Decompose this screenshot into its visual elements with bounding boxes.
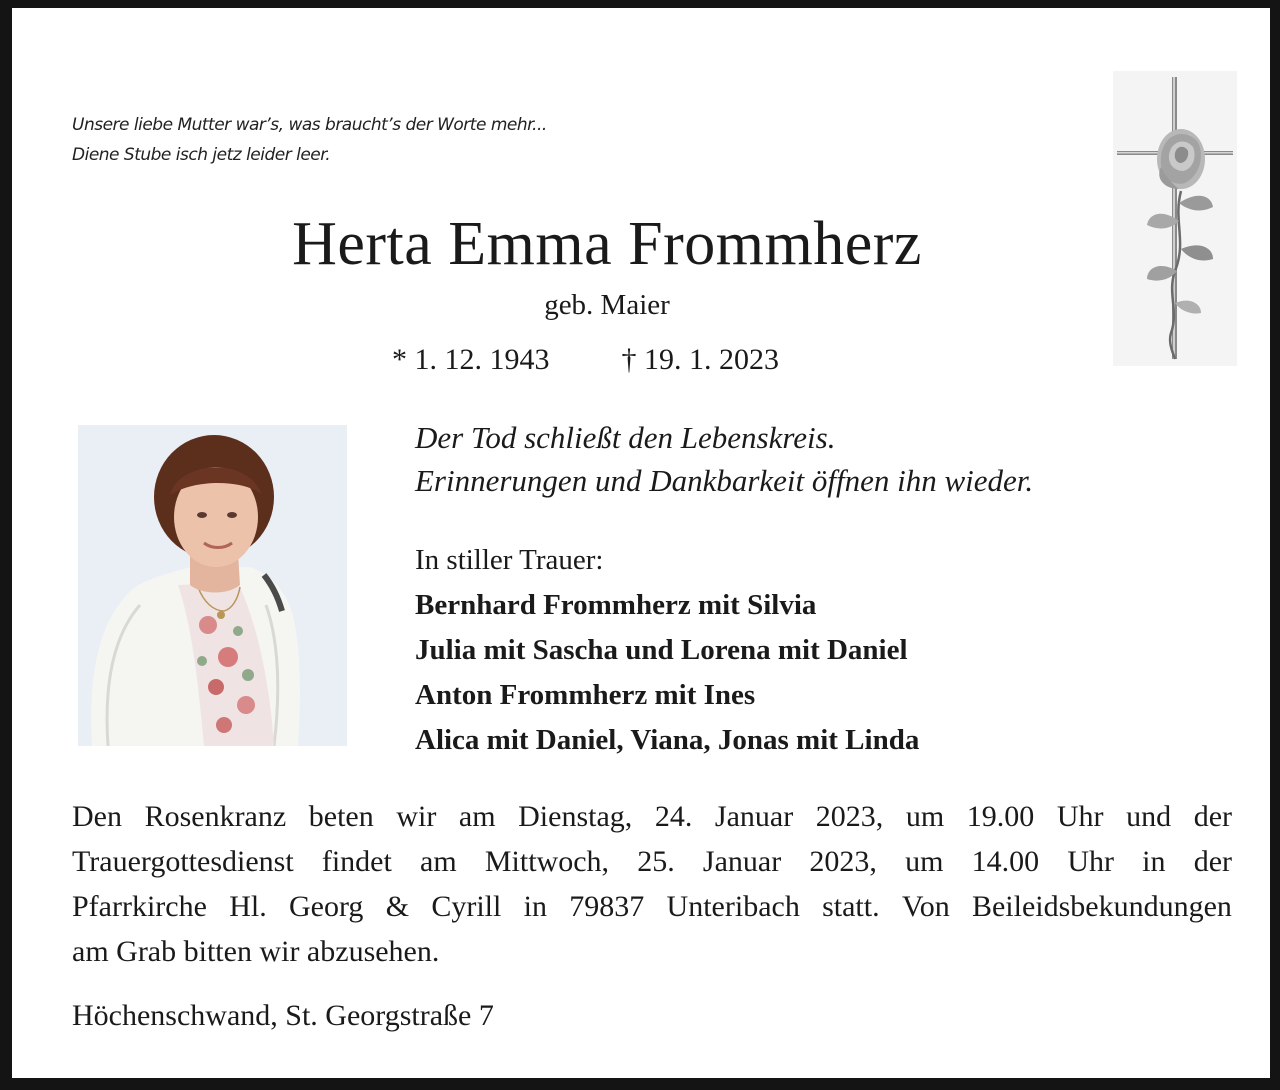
motto-line-2: Diene Stube isch jetz leider leer. <box>72 145 331 165</box>
notice-word: Unteribach <box>666 890 800 923</box>
mourner-line: Alica mit Daniel, Viana, Jonas mit Linda <box>415 724 920 756</box>
notice-word: 2023, <box>815 800 884 833</box>
notice-word: wir <box>396 800 437 833</box>
motto <box>72 110 547 170</box>
notice-word: Januar <box>714 800 794 833</box>
mourners-block <box>415 538 919 763</box>
notice-word: in <box>523 890 547 923</box>
quote <box>415 416 1033 502</box>
notice-word: Dienstag, <box>518 800 633 833</box>
notice-word: in <box>1142 845 1166 878</box>
notice-word: Pfarrkirche <box>72 890 207 923</box>
quote-line-2: Erinnerungen und Dankbarkeit öffnen ihn wieder. <box>415 463 1034 498</box>
mourner-line: Julia mit Sascha und Lorena mit Daniel <box>415 634 908 666</box>
notice-word: 14.00 <box>971 845 1040 878</box>
notice-word: Von <box>901 890 950 923</box>
notice-word: findet <box>321 845 392 878</box>
notice-word: Januar <box>702 845 782 878</box>
notice-word: 79837 <box>569 890 645 923</box>
maiden-name: geb. Maier <box>544 289 670 321</box>
notice-word: Uhr <box>1067 845 1114 878</box>
notice-word: am <box>420 845 457 878</box>
motto-line-1: Unsere liebe Mutter war’s, was braucht’s der Worte mehr... <box>72 115 547 135</box>
notice-word: um <box>905 845 944 878</box>
notice-word: 19.00 <box>966 800 1035 833</box>
notice-word: Uhr <box>1056 800 1104 833</box>
notice-word: Trauergottesdienst <box>72 845 294 878</box>
notice-word: und <box>1126 800 1172 833</box>
mourner-line: Anton Frommherz mit Ines <box>415 679 756 711</box>
notice-word: beten <box>308 800 374 833</box>
life-dates <box>392 342 779 378</box>
notice-word: Beileidsbekundungen <box>971 890 1232 923</box>
notice-word: Georg <box>289 890 364 923</box>
notice-word: statt. <box>822 890 880 923</box>
quote-line-1: Der Tod schließt den Lebenskreis. <box>415 420 836 455</box>
notice-word: Den <box>72 800 122 833</box>
notice-word: am <box>458 800 496 833</box>
notice-word: Hl. <box>229 890 267 923</box>
notice-word: 2023, <box>809 845 877 878</box>
notice-word: der <box>1193 800 1232 833</box>
mourners-intro: In stiller Trauer: <box>415 544 604 576</box>
mourner-line: Bernhard Frommherz mit Silvia <box>415 589 817 621</box>
notice-line <box>72 884 1232 929</box>
birth-date: * 1. 12. 1943 <box>392 343 550 376</box>
death-date: † 19. 1. 2023 <box>621 343 779 376</box>
portrait-photo <box>78 425 347 746</box>
notice-word: & <box>385 890 410 923</box>
notice-word: 24. <box>654 800 693 833</box>
notice-word: 25. <box>637 845 675 878</box>
notice-word: Mittwoch, <box>484 845 610 878</box>
service-notice <box>72 794 1232 974</box>
notice-line <box>72 839 1232 884</box>
notice-word: Cyrill <box>431 890 502 923</box>
address: Höchenschwand, St. Georgstraße 7 <box>72 999 494 1032</box>
notice-line: am Grab bitten wir abzusehen. <box>72 935 440 968</box>
notice-word: Rosenkranz <box>144 800 287 833</box>
deceased-name: Herta Emma Frommherz <box>292 210 922 278</box>
notice-line <box>72 794 1232 839</box>
notice-word: der <box>1193 845 1232 878</box>
notice-word: um <box>905 800 945 833</box>
